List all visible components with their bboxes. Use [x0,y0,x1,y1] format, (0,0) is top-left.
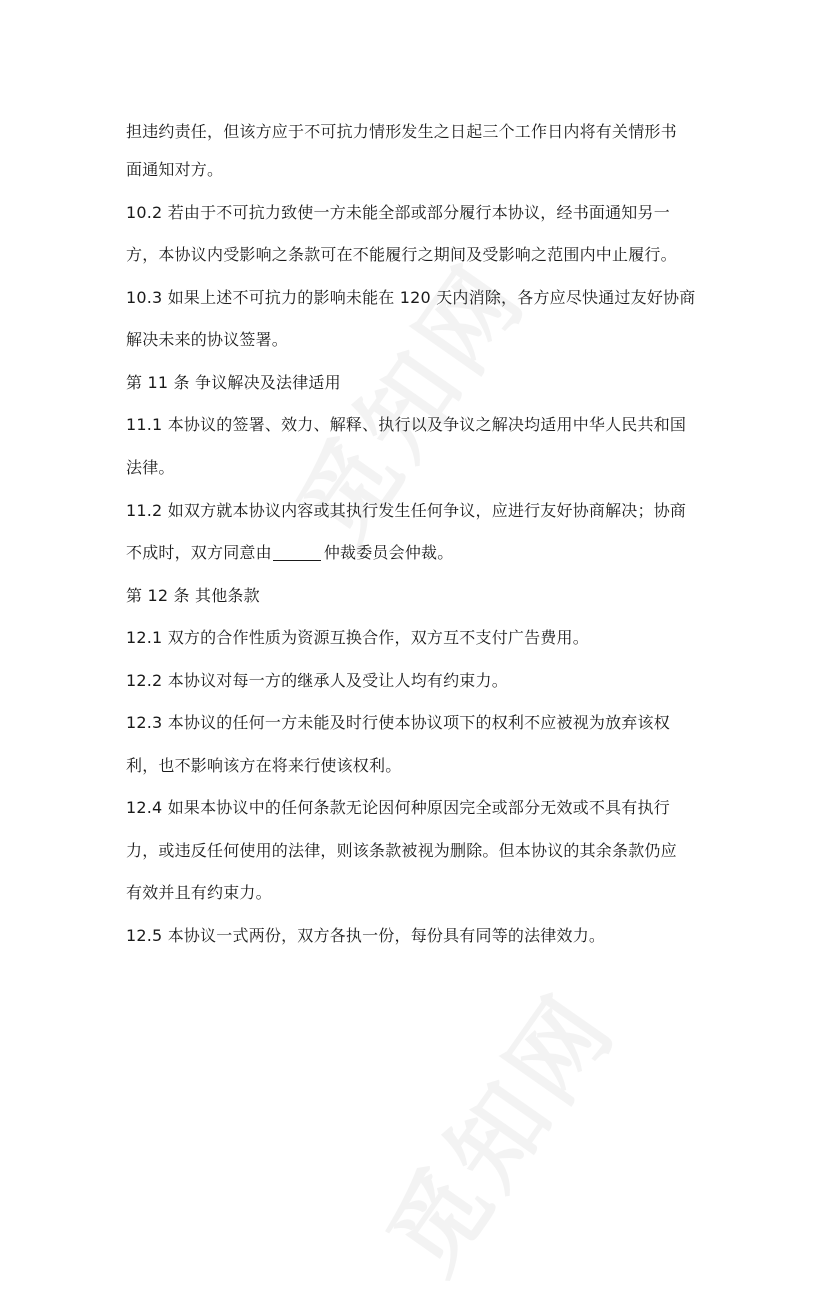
blank-line-suffix: 仲裁委员会仲裁。 [323,543,454,562]
clause-12-2: 12.2 本协议对每一方的继承人及受让人均有约束力。 [126,671,508,690]
clause-12-4: 12.4 如果本协议中的任何条款无论因何种原因完全或部分无效或不具有执行 [126,798,670,817]
paragraph-line: 方，本协议内受影响之条款可在不能履行之期间及受影响之范围内中止履行。 [126,245,677,264]
fill-in-blank [273,544,321,561]
clause-11-2: 11.2 如双方就本协议内容或其执行发生任何争议，应进行友好协商解决；协商 [126,501,687,520]
article-12-heading: 第 12 条 其他条款 [126,586,260,605]
paragraph-line: 力，或违反任何使用的法律，则该条款被视为删除。但本协议的其余条款仍应 [126,841,677,860]
clause-12-5: 12.5 本协议一式两份，双方各执一份，每份具有同等的法律效力。 [126,926,606,945]
clause-12-1: 12.1 双方的合作性质为资源互换合作，双方互不支付广告费用。 [126,628,589,647]
watermark-bottom [350,961,641,1295]
clause-10-3: 10.3 如果上述不可抗力的影响未能在 120 天内消除，各方应尽快通过友好协商 [126,288,696,307]
clause-10-2: 10.2 若由于不可抗力致使一方未能全部或部分履行本协议，经书面通知另一 [126,203,670,222]
clause-11-1: 11.1 本协议的签署、效力、解释、执行以及争议之解决均适用中华人民共和国 [126,415,687,434]
paragraph-line: 面通知对方。 [126,160,224,179]
article-11-heading: 第 11 条 争议解决及法律适用 [126,373,341,392]
paragraph-line-with-blank [126,543,453,563]
paragraph-line: 解决未来的协议签署。 [126,330,289,349]
paragraph-line: 法律。 [126,458,175,477]
blank-line-prefix: 不成时，双方同意由 [126,543,272,562]
paragraph-line: 担违约责任，但该方应于不可抗力情形发生之日起三个工作日内将有关情形书 [126,122,677,141]
paragraph-line: 利，也不影响该方在将来行使该权利。 [126,756,402,775]
clause-12-3: 12.3 本协议的任何一方未能及时行使本协议项下的权利不应被视为放弃该权 [126,713,670,732]
paragraph-line: 有效并且有约束力。 [126,883,272,902]
